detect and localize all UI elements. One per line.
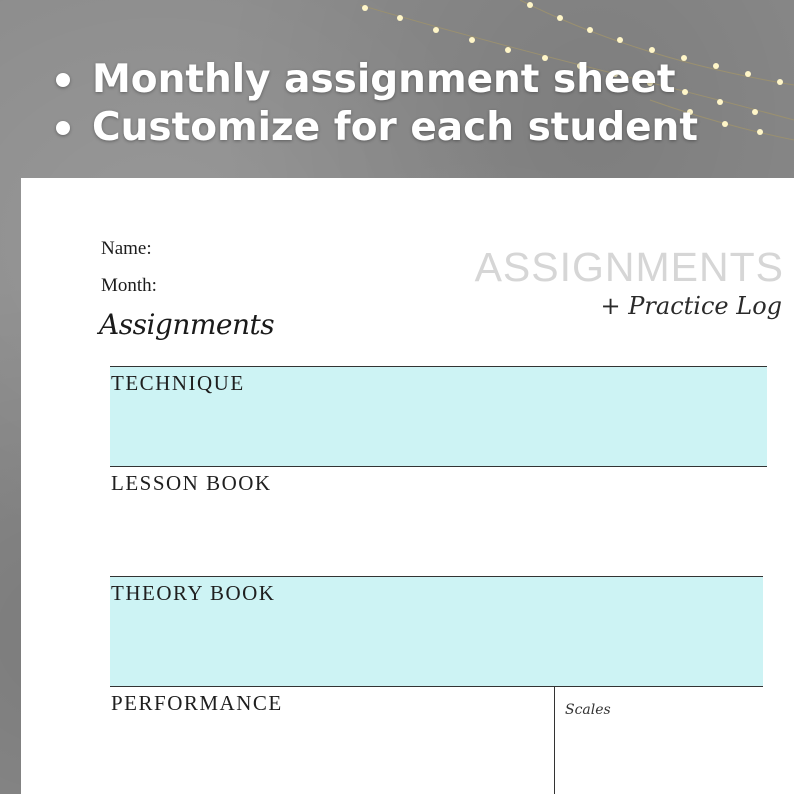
performance-section[interactable] xyxy=(110,686,763,795)
section-label: THEORY BOOK xyxy=(111,581,276,605)
feature-bullet xyxy=(56,104,698,152)
feature-bullet xyxy=(56,56,698,104)
sheet-brand-title: ASSIGNMENTS xyxy=(474,244,784,290)
assignments-script-heading: Assignments xyxy=(99,308,275,341)
month-label: Month: xyxy=(101,275,157,296)
bullet-dot-icon xyxy=(56,121,70,135)
scales-label: Scales xyxy=(565,702,611,718)
feature-bullet-list xyxy=(56,56,698,152)
feature-bullet-text: Customize for each student xyxy=(92,105,698,150)
section-label: TECHNIQUE xyxy=(111,371,245,395)
name-label: Name: xyxy=(101,238,152,259)
performance-scales-divider xyxy=(554,687,555,794)
section-label: LESSON BOOK xyxy=(111,471,272,495)
feature-bullet-text: Monthly assignment sheet xyxy=(92,57,676,102)
technique-section[interactable] xyxy=(110,366,767,466)
assignment-sheet xyxy=(21,178,794,794)
bullet-dot-icon xyxy=(56,73,70,87)
section-label: PERFORMANCE xyxy=(111,691,283,715)
theory-book-section[interactable] xyxy=(110,576,763,687)
lesson-book-section[interactable] xyxy=(110,466,767,577)
sheet-brand-subtitle: + Practice Log xyxy=(600,292,782,320)
